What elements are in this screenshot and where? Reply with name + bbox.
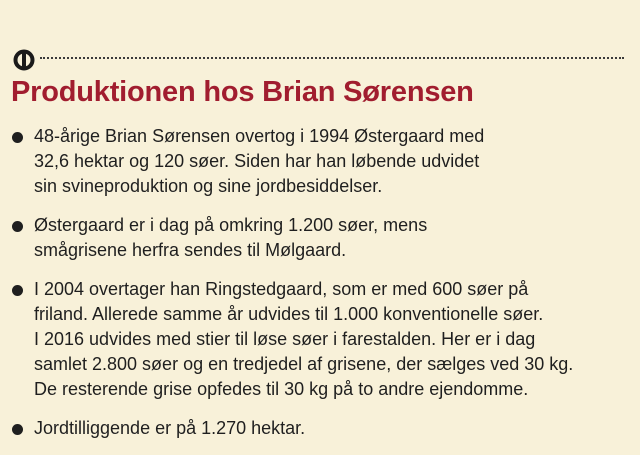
page-title: Produktionen hos Brian Sørensen <box>11 76 474 108</box>
list-item <box>10 277 610 402</box>
bullet-line: Østergaard er i dag på omkring 1.200 søer, mens <box>34 215 428 235</box>
bullet-line: De resterende grise opfedes til 30 kg på to andre ejendomme. <box>34 379 529 399</box>
bullet-line: 32,6 hektar og 120 søer. Siden har han løbende udvidet <box>34 151 480 171</box>
section-rule <box>10 44 624 72</box>
bullet-dot-icon <box>12 285 23 296</box>
stylized-o-icon <box>12 48 36 72</box>
bullet-line: sin svineproduktion og sine jordbesiddelser. <box>34 176 383 196</box>
bullet-dot-icon <box>12 424 23 435</box>
bullet-line: samlet 2.800 søer og en tredjedel af grisene, der sælges ved 30 kg. <box>34 354 574 374</box>
bullet-line: Jordtilliggende er på 1.270 hektar. <box>34 418 306 438</box>
fact-list <box>10 124 610 455</box>
bullet-line: I 2016 udvides med stier til løse søer i farestalden. Her er i dag <box>34 329 536 349</box>
bullet-line: smågrisene herfra sendes til Mølgaard. <box>34 240 347 260</box>
list-item <box>10 124 610 199</box>
bullet-line: 48-årige Brian Sørensen overtog i 1994 Østergaard med <box>34 126 485 146</box>
bullet-line: I 2004 overtager han Ringstedgaard, som er med 600 søer på <box>34 279 529 299</box>
bullet-line: friland. Allerede samme år udvides til 1.000 konventionelle søer. <box>34 304 544 324</box>
bullet-dot-icon <box>12 132 23 143</box>
dotted-divider <box>40 57 624 59</box>
list-item <box>10 416 610 441</box>
list-item <box>10 213 610 263</box>
bullet-dot-icon <box>12 221 23 232</box>
